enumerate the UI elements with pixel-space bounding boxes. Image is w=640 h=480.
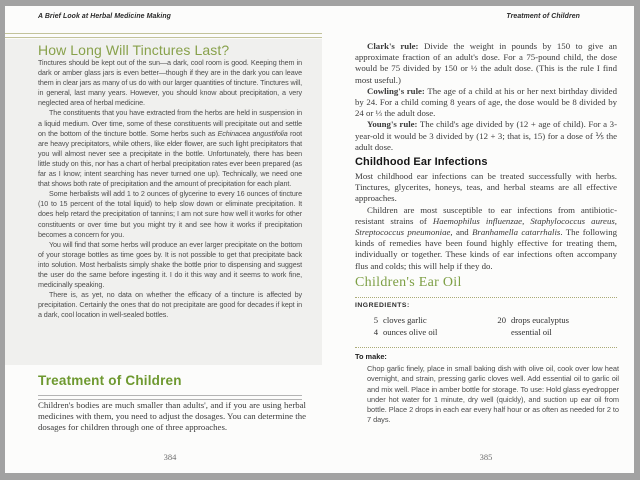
bacteria-name-italic: Staphylococcus aureus <box>530 215 615 226</box>
ingredient-row <box>362 314 490 326</box>
ingredients-column-2 <box>490 314 597 338</box>
right-running-header: Treatment of Children <box>506 13 580 20</box>
treatment-intro-text: Children's bodies are much smaller than adults', and if you are using herbal medicines with them, you need to adjust the dosages. You can determine the dosages for children through one of three approaches. <box>38 400 307 433</box>
ingredient-quantity: 20 <box>497 315 506 325</box>
bacteria-name-italic: Streptococcus pneumoniae <box>355 227 451 238</box>
ingredients-list <box>362 314 617 338</box>
ear-infections-section-title: Childhood Ear Infections <box>355 156 488 168</box>
left-page-number: 384 <box>163 452 177 462</box>
dosage-rules-block <box>355 41 617 153</box>
tinctures-body-text <box>38 58 302 320</box>
ear-infections-paragraph-1: Most childhood ear infections can be treated successfully with herbs. Tinctures, glycerites, honeys, teas, and herbal steams are all effective approaches. <box>355 171 617 204</box>
recipe-dotted-rule-bottom <box>355 347 617 348</box>
recipe-instructions: Chop garlic finely, place in small baking dish with olive oil, cook over low heat overnight, and strain, pressing garlic cloves well. Add essential oil to garlic oil and mix well. Place in amber bottle for storage. To use: Hold glass eyedropper under hot water for 1 minute, dry well (quickly), and suction up ear oil from bottle. Place 2 drops in each ear every half hour or as often as needed for 2 to 7 days. <box>367 364 619 425</box>
recipe-title: Children's Ear Oil <box>355 275 462 290</box>
ear-infections-body <box>355 171 617 272</box>
to-make-label: To make: <box>355 352 387 361</box>
bacteria-name-italic: Branhamella catarrhalis <box>472 227 561 238</box>
ingredients-column-1 <box>362 314 490 338</box>
tinctures-paragraph-2: The constituents that you have extracted from the herbs are held in suspension in a liquid medium. Over time, some of these constituents will precipitate out and settle on the bottom of the tincture bottle. Some herbs such as Echinacea angustifolia root are heavy precipitators, while others, like elder flower, are such light precipitators that you will almost never see a precipitate in the bottle. Unfortunately, there has been little study on this, nor has a chart of herbal precipitation rates ever been prepared (as far as I know; intent searching has never turned one up). Technically, we need one that shows both rate of precipitation and the amount of precipitation for each plant. <box>38 108 302 189</box>
clarks-rule-label: Clark's rule: <box>367 41 419 51</box>
treatment-section-title: Treatment of Children <box>38 373 182 388</box>
tinctures-paragraph-3: Some herbalists will add 1 to 2 ounces of glycerine to every 16 ounces of tincture (10 to 15 percent of the total liquid) to help slow down or eliminate precipitation. It does help retard the precipitation of tannins; I am not sure how well it works for other constituents or over time but you might try it and see how it works if precipitation becomes a concern for you. <box>38 189 302 239</box>
ingredient-name: drops eucalyptus essential oil <box>511 315 569 337</box>
tinctures-paragraph-5: There is, as yet, no data on whether the efficacy of a tincture is affected by precipitation. Certainly the ones that do not precipitate are good for decades if kept in a dark, cool location in well-sealed bottles. <box>38 290 302 320</box>
youngs-rule-paragraph: Young's rule: The child's age divided by (12 + age of child). For a 3-year-old it would be 3 divided by (12 + 3; that is, 15) for a dose of ⅕ the adult dose. <box>355 119 617 152</box>
ingredient-row <box>490 314 597 338</box>
ingredient-quantity: 4 <box>373 327 378 337</box>
recipe-dotted-rule-top <box>355 297 617 298</box>
tinctures-paragraph-4: You will find that some herbs will produce an ever larger precipitate on the bottom of your storage bottles as time goes by. It is not possible to get that precipitate back into solution. Most herbalists simply shake the bottle prior to dispensing and suggest the user do the same before ingesting it. I do it this way and it seems to work fine, medicinally speaking. <box>38 239 302 290</box>
ingredient-row <box>362 326 490 338</box>
clarks-rule-paragraph: Clark's rule: Divide the weight in pounds by 150 to give an approximate fraction of an adult's dose. For a 75-pound child, the dose would be 75 divided by 150 or ½ the adult dose. (This is the rule I find most useful.) <box>355 41 618 85</box>
tinctures-section-title: How Long Will Tinctures Last? <box>38 42 230 58</box>
ingredients-label: INGREDIENTS: <box>355 302 410 309</box>
latin-name-italic: Echinacea angustifolia <box>217 128 288 138</box>
tinctures-paragraph-1: Tinctures should be kept out of the sun—a dark, cool room is good. Keeping them in dark or amber glass jars is even better—though if they are in the dark you can leave them in clear jars as many of us do with our larger quantities of tincture. Tinctures will, in general, last many years. However, you should know about precipitation, a very neglected area of herbal medicine. <box>38 58 302 108</box>
cowlings-rule-paragraph: Cowling's rule: The age of a child at his or her next birthday divided by 24. For a child coming 8 years of age, the dose would be 8 divided by 24 or ⅓ the adult dose. <box>355 85 617 119</box>
ear-infections-paragraph-2: Children are most susceptible to ear infections from antibiotic-resistant strains of Haemophilus influenzae, Staphylococcus aureus, Streptococcus pneumoniae, and Branhamella catarrhalis. The following kinds of remedies have been found highly effective for treating them, individually or together. These kinds of ear infections often accompany flus and colds; this will help if they do. <box>355 204 618 271</box>
cowlings-rule-label: Cowling's rule: <box>367 85 425 96</box>
ingredient-name: ounces olive oil <box>383 327 438 337</box>
ingredient-name: cloves garlic <box>383 315 427 325</box>
right-page-number: 385 <box>479 452 493 462</box>
ingredient-quantity: 5 <box>373 315 378 325</box>
tinctures-feature-box <box>5 39 322 365</box>
left-running-header: A Brief Look at Herbal Medicine Making <box>38 13 171 20</box>
header-double-rule <box>5 33 322 38</box>
bacteria-name-italic: Haemophilus influenzae <box>432 215 523 226</box>
youngs-rule-label: Young's rule: <box>367 119 418 130</box>
